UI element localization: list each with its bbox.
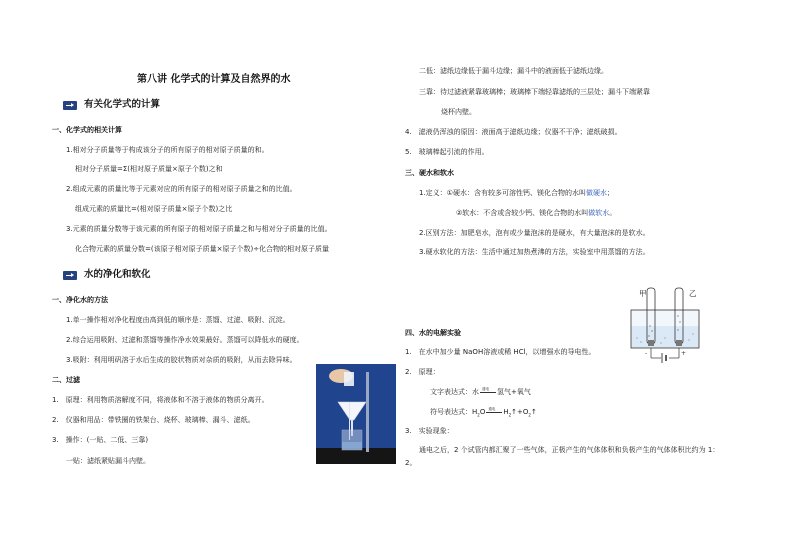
svg-text:-: - (645, 350, 648, 357)
text-line: 2. 原理： (405, 368, 440, 376)
text-line: 1. 原理：利用物质溶解度不同，将液体和不溶于液体的物质分离开。 (52, 396, 269, 404)
section-arrow-icon (63, 271, 77, 280)
text-line: 1.单一操作相对净化程度由高到低的顺序是：蒸馏、过滤、吸附、沉淀。 (66, 316, 290, 324)
heading-filter: 二、过滤 (52, 376, 80, 384)
label-yi: 乙 (689, 289, 697, 298)
text-line: 2。 (405, 459, 417, 467)
text-line-soft-water: ②软水：不含或含较少钙、镁化合物的水叫做软水。 (456, 209, 617, 217)
heading-hard-soft: 三、硬水和软水 (405, 169, 454, 177)
text-line: 化合物元素的质量分数=(该原子相对原子质量×原子个数)÷化合物的相对原子质量 (75, 245, 330, 253)
heading-purify: 一、净化水的方法 (52, 296, 108, 304)
label-jia: 甲 (639, 289, 647, 298)
symbol-equation: 符号表达式：$H_2O$ 通电 $H_2↑+O_2↑$ (430, 406, 537, 418)
text-line: 3. 操作：(一贴、二低、三靠) (52, 436, 149, 444)
text-line: 3. 实验现象： (405, 427, 454, 435)
electrolysis-diagram (625, 286, 705, 370)
text-line: 1. 在水中加少量 NaOH溶液或稀 HCl，以增强水的导电性。 (405, 348, 596, 356)
svg-text:+: + (681, 350, 687, 357)
word-equation: 文字表达式：水 通电 氢气+氧气 (430, 386, 531, 396)
text-line: 4. 滤液仍浑浊的原因：液面高于滤纸边缘；仪器不干净；滤纸破损。 (405, 128, 622, 136)
page-title: 第八讲 化学式的计算及自然界的水 (137, 74, 291, 85)
text-line: 2.区别方法：加肥皂水，泡有或少量泡沫的是硬水，有大量泡沫的是软水。 (419, 229, 650, 237)
text-line: 3.元素的质量分数等于该元素的所有原子的相对原子质量之和与相对分子质量的比值。 (66, 225, 332, 233)
text-line: 组成元素的质量比=(相对原子质量×原子个数)之比 (75, 205, 233, 213)
text-line: 2.综合运用吸附、过滤和蒸馏等操作净水效果最好。蒸馏可以降低水的硬度。 (66, 336, 304, 344)
text-line-hard-water: 1.定义：①硬水：含有较多可溶性钙、镁化合物的水叫做硬水； (419, 189, 614, 197)
text-line: 2.组成元素的质量比等于元素对应的所有原子的相对原子质量之和的比值。 (66, 185, 297, 193)
text-line: 烧杯内壁。 (441, 108, 476, 116)
heading-electrolysis: 四、水的电解实验 (405, 329, 461, 337)
text-line: 2. 仪器和用品：带铁圈的铁架台、烧杯、玻璃棒、漏斗、滤纸。 (52, 416, 255, 424)
text-line: 三靠：待过滤液紧靠玻璃棒；玻璃棒下端轻靠滤纸的三层处；漏斗下端紧靠 (419, 88, 650, 96)
text-line: 5. 玻璃棒起引流的作用。 (405, 148, 489, 156)
text-line: 3.硬水软化的方法：生活中通过加热煮沸的方法，实验室中用蒸馏的方法。 (419, 248, 650, 256)
text-line: 1.相对分子质量等于构成该分子的所有原子的相对原子质量的和。 (66, 146, 269, 154)
section-title-water: 水的净化和软化 (84, 269, 151, 280)
heading-formula-calc: 一、化学式的相关计算 (52, 126, 122, 134)
text-line: 一贴：滤纸紧贴漏斗内壁。 (66, 457, 150, 465)
section-title-formula: 有关化学式的计算 (84, 99, 161, 110)
text-line: 相对分子质量=Σ(相对原子质量×原子个数)之和 (75, 165, 223, 173)
text-line: 通电之后，2 个试管内都汇聚了一些气体，正极产生的气体体积和负极产生的气体体积比约为 1： (419, 446, 720, 454)
text-line: 3.吸附：利用明矾溶于水后生成的胶状物质对杂质的吸附，从而去除异味。 (66, 356, 297, 364)
text-line: 二低：滤纸边缘低于漏斗边缘；漏斗中的液面低于滤纸边缘。 (419, 67, 608, 75)
section-arrow-icon (63, 101, 77, 110)
filtration-photo (316, 364, 396, 464)
